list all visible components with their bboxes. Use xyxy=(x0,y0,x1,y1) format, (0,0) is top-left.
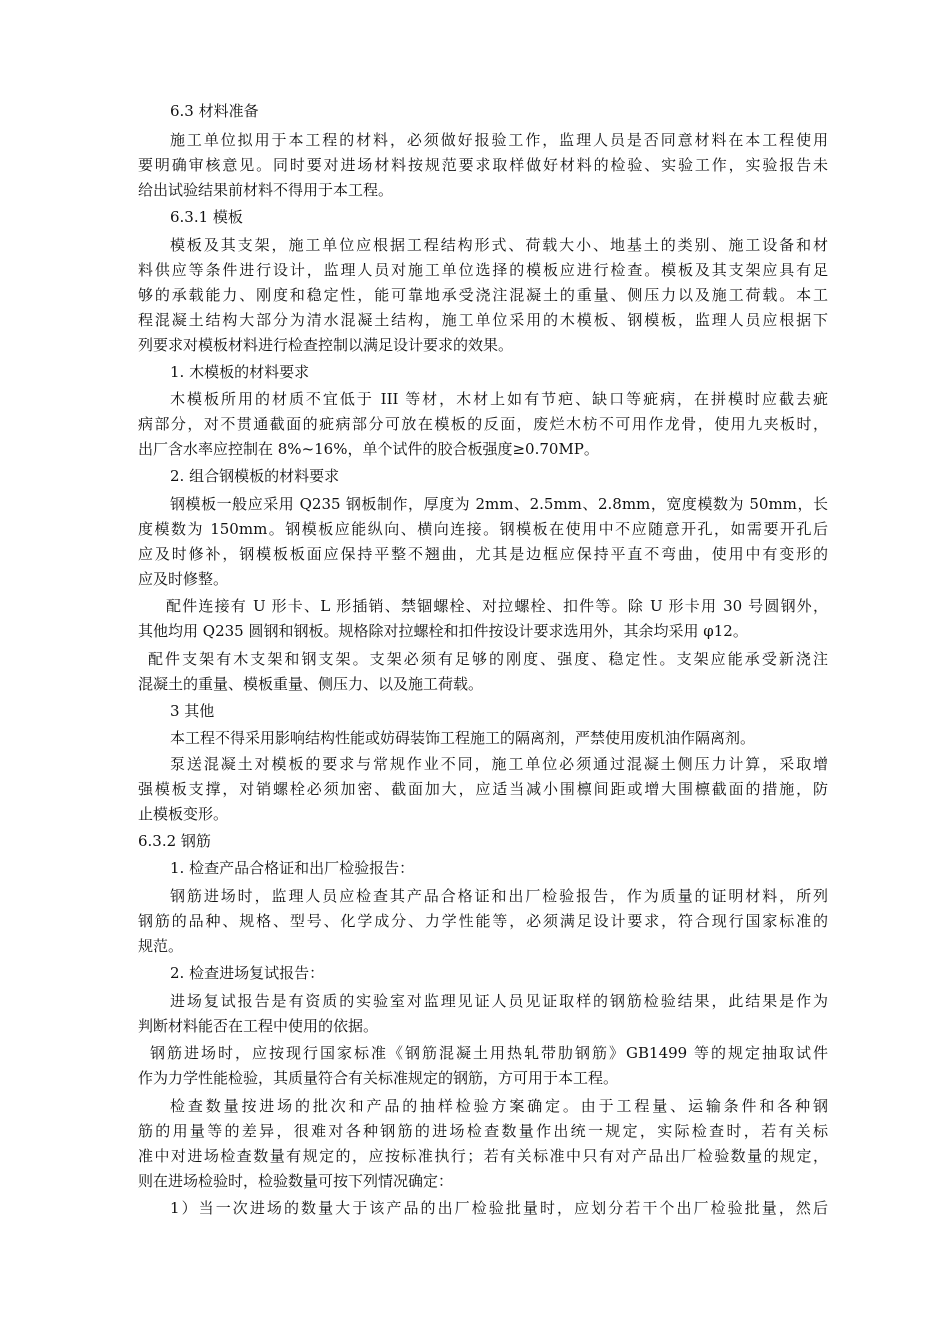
paragraph-line: 准中对进场检查数量有规定的，应按标准执行；若有关标准中只有对产品出厂检验数量的规定， xyxy=(138,1147,828,1165)
paragraph-line: 本工程不得采用影响结构性能或妨碍装饰工程施工的隔离剂，严禁使用废机油作隔离剂。 xyxy=(170,729,756,747)
paragraph-line: 应及时修补，钢模板板面应保持平整不翘曲，尤其是边框应保持平直不弯曲，使用中有变形的 xyxy=(138,545,828,563)
list-item-title: 3 其他 xyxy=(170,702,215,720)
paragraph-line: 应及时修整。 xyxy=(138,570,229,588)
paragraph-line: 进场复试报告是有资质的实验室对监理见证人员见证取样的钢筋检验结果，此结果是作为 xyxy=(170,992,828,1010)
paragraph-line: 作为力学性能检验，其质量符合有关标准规定的钢筋，方可用于本工程。 xyxy=(138,1069,619,1087)
list-item-title: 2. 检查进场复试报告： xyxy=(170,964,325,982)
paragraph-line: 列要求对模板材料进行检查控制以满足设计要求的效果。 xyxy=(138,336,514,354)
paragraph-line: 钢模板一般应采用 Q235 钢板制作，厚度为 2mm、2.5mm、2.8mm，宽度模数为 50mm，长 xyxy=(170,495,828,513)
paragraph-line: 钢筋进场时，应按现行国家标准《钢筋混凝土用热轧带肋钢筋》GB1499 等的规定抽取试件 xyxy=(150,1044,828,1062)
list-item-title: 1. 检查产品合格证和出厂检验报告： xyxy=(170,859,415,877)
paragraph-line: 强模板支撑，对销螺栓必须加密、截面加大，应适当减小围檩间距或增大围檩截面的措施，防 xyxy=(138,780,828,798)
paragraph-line: 出厂含水率应控制在 8%~16%，单个试件的胶合板强度≥0.70MP。 xyxy=(138,440,599,458)
paragraph-line: 止模板变形。 xyxy=(138,805,229,823)
paragraph-line: 配件连接有 U 形卡、L 形插销、禁锢螺栓、对拉螺栓、扣件等。除 U 形卡用 30 号圆钢外， xyxy=(166,597,828,615)
paragraph-line: 木模板所用的材质不宜低于 III 等材，木材上如有节疤、缺口等疵病，在拼模时应截去疵 xyxy=(170,390,828,408)
paragraph-line: 钢筋的品种、规格、型号、化学成分、力学性能等，必须满足设计要求，符合现行国家标准的 xyxy=(138,912,828,930)
paragraph-line: 规范。 xyxy=(138,937,184,955)
paragraph-line: 模板及其支架，施工单位应根据工程结构形式、荷载大小、地基土的类别、施工设备和材 xyxy=(170,236,828,254)
paragraph-line: 料供应等条件进行设计，监理人员对施工单位选择的模板应进行检查。模板及其支架应具有足 xyxy=(138,261,828,279)
paragraph-line: 则在进场检验时，检验数量可按下列情况确定： xyxy=(138,1172,454,1190)
paragraph-line: 程混凝土结构大部分为清水混凝土结构，施工单位采用的木模板、钢模板，监理人员应根据下 xyxy=(138,311,828,329)
section-heading-6-3: 6.3 材料准备 xyxy=(170,102,259,120)
paragraph-line: 要明确审核意见。同时要对进场材料按规范要求取样做好材料的检验、实验工作，实验报告未 xyxy=(138,156,828,174)
list-item-title: 2. 组合钢模板的材料要求 xyxy=(170,467,340,485)
section-heading-6-3-1: 6.3.1 模板 xyxy=(170,208,243,226)
paragraph-line: 钢筋进场时，监理人员应检查其产品合格证和出厂检验报告，作为质量的证明材料，所列 xyxy=(170,887,828,905)
paragraph-line: 1）当一次进场的数量大于该产品的出厂检验批量时，应划分若干个出厂检验批量，然后 xyxy=(170,1199,828,1217)
paragraph-line: 施工单位拟用于本工程的材料，必须做好报验工作，监理人员是否同意材料在本工程使用 xyxy=(170,131,828,149)
paragraph-line: 其他均用 Q235 圆钢和钢板。规格除对拉螺栓和扣件按设计要求选用外，其余均采用 φ12。 xyxy=(138,622,748,640)
paragraph-line: 够的承载能力、刚度和稳定性，能可靠地承受浇注混凝土的重量、侧压力以及施工荷载。本工 xyxy=(138,286,828,304)
paragraph-line: 判断材料能否在工程中使用的依据。 xyxy=(138,1017,379,1035)
paragraph-line: 筋的用量等的差异，很难对各种钢筋的进场检查数量作出统一规定，实际检查时，若有关标 xyxy=(138,1122,828,1140)
section-heading-6-3-2: 6.3.2 钢筋 xyxy=(138,832,211,850)
paragraph-line: 给出试验结果前材料不得用于本工程。 xyxy=(138,181,394,199)
paragraph-line: 检查数量按进场的批次和产品的抽样检验方案确定。由于工程量、运输条件和各种钢 xyxy=(170,1097,828,1115)
paragraph-line: 混凝土的重量、模板重量、侧压力、以及施工荷载。 xyxy=(138,675,484,693)
paragraph-line: 病部分，对不贯通截面的疵病部分可放在模板的反面，废烂木枋不可用作龙骨，使用九夹板时， xyxy=(138,415,828,433)
paragraph-line: 泵送混凝土对模板的要求与常规作业不同，施工单位必须通过混凝土侧压力计算，采取增 xyxy=(170,755,828,773)
paragraph-line: 度模数为 150mm。钢模板应能纵向、横向连接。钢模板在使用中不应随意开孔，如需要开孔后 xyxy=(138,520,828,538)
paragraph-line: 配件支架有木支架和钢支架。支架必须有足够的刚度、强度、稳定性。支架应能承受新浇注 xyxy=(148,650,828,668)
list-item-title: 1. 木模板的材料要求 xyxy=(170,363,310,381)
